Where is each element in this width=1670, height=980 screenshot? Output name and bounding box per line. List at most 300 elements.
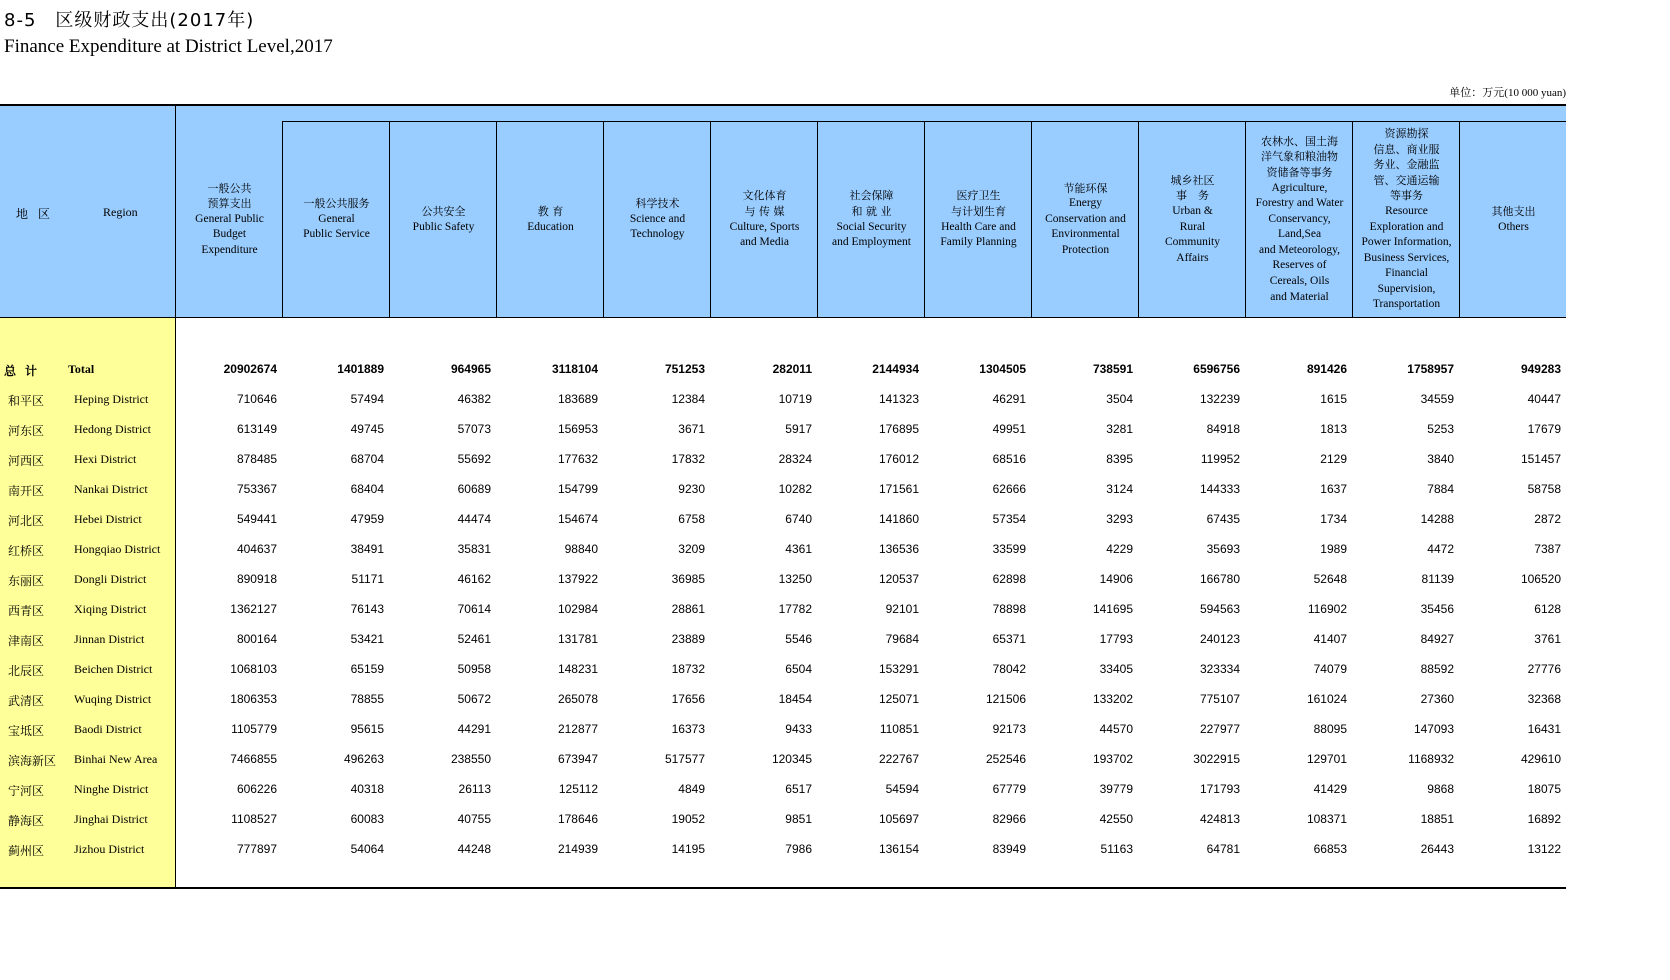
table-cell: 17793 <box>1099 632 1133 646</box>
table-cell: 105697 <box>878 812 919 826</box>
table-cell: 176012 <box>878 452 919 466</box>
table-cell: 68704 <box>350 452 384 466</box>
table-cell: 92173 <box>992 722 1026 736</box>
table-cell: 26443 <box>1420 842 1454 856</box>
table-cell: 10719 <box>778 392 812 406</box>
table-cell: 3761 <box>1534 632 1561 646</box>
table-cell: 147093 <box>1413 722 1454 736</box>
table-cell: 7884 <box>1427 482 1454 496</box>
table-cell: 141323 <box>878 392 919 406</box>
table-cell: 49951 <box>992 422 1026 436</box>
table-cell: 40755 <box>457 812 491 826</box>
table-cell: 132239 <box>1199 392 1240 406</box>
table-cell: 47959 <box>350 512 384 526</box>
region-name-cn: 西青区 <box>8 604 45 618</box>
table-cell: 125071 <box>878 692 919 706</box>
table-cell: 46162 <box>457 572 491 586</box>
table-cell: 6740 <box>785 512 812 526</box>
column-header <box>1032 122 1139 317</box>
column-header-cn: 文化体育 与 传 媒 <box>742 189 787 218</box>
region-name-en: Ninghe District <box>74 782 149 796</box>
table-cell: 153291 <box>878 662 919 676</box>
table-cell: 64781 <box>1206 842 1240 856</box>
table-cell: 594563 <box>1199 602 1240 616</box>
table-cell: 44291 <box>457 722 491 736</box>
table-cell: 1108527 <box>231 812 277 826</box>
region-header-en: Region <box>103 205 138 219</box>
column-header-cn: 医疗卫生 与计划生育 <box>950 189 1006 218</box>
table-cell: 50672 <box>457 692 491 706</box>
table-cell: 7466855 <box>230 752 277 766</box>
table-cell: 141860 <box>878 512 919 526</box>
table-cell: 214939 <box>557 842 598 856</box>
table-cell: 800164 <box>236 632 277 646</box>
table-cell: 17832 <box>671 452 705 466</box>
column-header-cn: 公共安全 <box>421 204 466 218</box>
column-header <box>1246 122 1353 317</box>
table-cell: 68404 <box>350 482 384 496</box>
table-cell: 16892 <box>1527 812 1561 826</box>
table-cell: 238550 <box>450 752 491 766</box>
table-cell: 3840 <box>1427 452 1454 466</box>
table-cell: 78042 <box>992 662 1026 676</box>
table-cell: 79684 <box>885 632 919 646</box>
table-cell: 2129 <box>1320 452 1347 466</box>
table-cell: 5546 <box>785 632 812 646</box>
table-cell: 1758957 <box>1407 362 1454 376</box>
table-cell: 28324 <box>778 452 812 466</box>
table-cell: 76143 <box>350 602 384 616</box>
table-cell: 3281 <box>1106 422 1133 436</box>
table-cell: 33405 <box>1099 662 1133 676</box>
table-cell: 84927 <box>1420 632 1454 646</box>
column-header-cn: 一般公共 预算支出 <box>207 181 252 211</box>
region-name-en: Hongqiao District <box>74 542 161 556</box>
table-cell: 4472 <box>1427 542 1454 556</box>
table-cell: 65159 <box>350 662 384 676</box>
table-cell: 57073 <box>457 422 491 436</box>
table-cell: 227977 <box>1199 722 1240 736</box>
table-cell: 62666 <box>992 482 1026 496</box>
region-name-en: Binhai New Area <box>74 752 158 766</box>
table-cell: 137922 <box>557 572 598 586</box>
table-cell: 10282 <box>778 482 812 496</box>
region-name-cn: 河东区 <box>8 424 45 438</box>
table-cell: 9851 <box>785 812 812 826</box>
table-cell: 66853 <box>1313 842 1347 856</box>
table-cell: 148231 <box>557 662 598 676</box>
table-cell: 60083 <box>350 812 384 826</box>
column-header-en: Agriculture, Forestry and Water Conservancy, Land,Sea and Meteorology, Reserves of Cereals, Oils and Material <box>1255 181 1344 303</box>
table-cell: 119952 <box>1200 452 1240 466</box>
region-name-en: Beichen District <box>74 662 153 676</box>
table-cell: 88592 <box>1420 662 1454 676</box>
table-cell: 125112 <box>558 782 598 796</box>
table-cell: 1068103 <box>230 662 277 676</box>
table-cell: 154799 <box>557 482 598 496</box>
column-header-en: Science and Technology <box>629 212 686 241</box>
table-cell: 156953 <box>557 422 598 436</box>
table-cell: 19052 <box>671 812 705 826</box>
table-cell: 120345 <box>771 752 812 766</box>
column-header-en: Resource Exploration and Power Information, Business Services, Financial Supervision, Transportation <box>1361 204 1452 311</box>
table-cell: 35456 <box>1420 602 1454 616</box>
table-cell: 23889 <box>671 632 705 646</box>
table-cell: 212877 <box>557 722 598 736</box>
table-row <box>0 415 1566 445</box>
table-cell: 27360 <box>1420 692 1454 706</box>
table-cell: 110851 <box>879 722 919 736</box>
table-row <box>0 685 1566 715</box>
table-cell: 18075 <box>1527 782 1561 796</box>
table-row <box>0 535 1566 565</box>
table-row <box>0 385 1566 415</box>
region-name-en: Baodi District <box>74 722 142 736</box>
table-cell: 102984 <box>557 602 598 616</box>
table-cell: 4229 <box>1106 542 1133 556</box>
column-header <box>390 122 497 317</box>
column-header-cn: 社会保障 和 就 业 <box>849 189 894 218</box>
table-cell: 9433 <box>785 722 812 736</box>
region-name-en: Jinnan District <box>74 632 145 646</box>
region-name-cn: 东丽区 <box>8 574 45 588</box>
table-row <box>0 745 1566 775</box>
table-cell: 78898 <box>992 602 1026 616</box>
region-name-cn: 蓟州区 <box>8 844 45 858</box>
table-bottom-rule <box>0 887 1566 889</box>
table-cell: 177632 <box>557 452 598 466</box>
table-cell: 50958 <box>457 662 491 676</box>
table-cell: 88095 <box>1313 722 1347 736</box>
table-cell: 41407 <box>1313 632 1347 646</box>
table-cell: 549441 <box>236 512 277 526</box>
table-cell: 42550 <box>1099 812 1133 826</box>
table-cell: 193702 <box>1092 752 1133 766</box>
region-name-cn: 红桥区 <box>8 544 45 558</box>
table-cell: 16431 <box>1527 722 1561 736</box>
table-cell: 52648 <box>1313 572 1347 586</box>
region-name-en: Hebei District <box>74 512 142 526</box>
table-cell: 1304505 <box>979 362 1026 376</box>
column-header-en: Education <box>527 220 574 233</box>
unit-label-cn: 单位：万元 <box>1449 86 1505 99</box>
table-cell: 14195 <box>671 842 705 856</box>
table-cell: 27776 <box>1527 662 1561 676</box>
table-cell: 753367 <box>236 482 277 496</box>
table-cell: 6517 <box>785 782 812 796</box>
table-cell: 38491 <box>350 542 384 556</box>
table-cell: 891426 <box>1306 362 1347 376</box>
table-cell: 121506 <box>985 692 1026 706</box>
table-cell: 129701 <box>1306 752 1347 766</box>
table-cell: 6758 <box>678 512 705 526</box>
table-cell: 53421 <box>350 632 384 646</box>
table-cell: 136154 <box>878 842 919 856</box>
table-cell: 136536 <box>878 542 919 556</box>
region-header-cn: 地区 <box>16 207 61 221</box>
column-header-cn: 科学技术 <box>635 197 680 211</box>
table-cell: 171561 <box>878 482 919 496</box>
table-cell: 13250 <box>778 572 812 586</box>
table-cell: 3118104 <box>551 362 598 376</box>
table-cell: 1615 <box>1320 392 1347 406</box>
table-cell: 54064 <box>350 842 384 856</box>
table-cell: 84918 <box>1206 422 1240 436</box>
region-name-cn: 河北区 <box>8 514 45 528</box>
table-cell: 60689 <box>457 482 491 496</box>
table-cell: 9868 <box>1427 782 1454 796</box>
table-cell: 240123 <box>1199 632 1240 646</box>
table-cell: 78855 <box>350 692 384 706</box>
table-cell: 751253 <box>664 362 705 376</box>
table-cell: 775107 <box>1199 692 1240 706</box>
region-name-en: Nankai District <box>74 482 148 496</box>
table-cell: 58758 <box>1527 482 1561 496</box>
table-cell: 949283 <box>1520 362 1561 376</box>
column-header <box>176 122 283 317</box>
table-cell: 17782 <box>778 602 812 616</box>
table-cell: 70614 <box>457 602 491 616</box>
region-name-cn: 南开区 <box>8 484 45 498</box>
table-cell: 18454 <box>778 692 812 706</box>
table-cell: 18732 <box>671 662 705 676</box>
unit-label <box>1449 84 1566 100</box>
table-cell: 46382 <box>457 392 491 406</box>
table-cell: 106520 <box>1520 572 1561 586</box>
column-header <box>1460 122 1567 317</box>
table-cell: 67435 <box>1206 512 1240 526</box>
table-row <box>0 505 1566 535</box>
table-cell: 1401889 <box>337 362 384 376</box>
table-cell: 1168932 <box>1408 752 1454 766</box>
table-cell: 68516 <box>992 452 1026 466</box>
table-cell: 81139 <box>1421 572 1454 586</box>
table-cell: 74079 <box>1313 662 1347 676</box>
table-cell: 1734 <box>1320 512 1347 526</box>
table-cell: 517577 <box>664 752 705 766</box>
column-header <box>711 122 818 317</box>
table-cell: 17679 <box>1527 422 1561 436</box>
table-cell: 40447 <box>1527 392 1561 406</box>
table-cell: 8395 <box>1106 452 1133 466</box>
table-cell: 1362127 <box>230 602 277 616</box>
table-cell: 6128 <box>1534 602 1561 616</box>
column-header <box>283 122 390 317</box>
table-row <box>0 655 1566 685</box>
table-cell: 141695 <box>1092 602 1133 616</box>
region-name-en: Hexi District <box>74 452 137 466</box>
table-cell: 7387 <box>1534 542 1561 556</box>
table-cell: 1637 <box>1320 482 1347 496</box>
table-cell: 161024 <box>1306 692 1347 706</box>
table-cell: 6504 <box>785 662 812 676</box>
table-cell: 131781 <box>557 632 598 646</box>
table-cell: 282011 <box>772 362 812 376</box>
table-cell: 133202 <box>1092 692 1133 706</box>
region-name-en: Dongli District <box>74 572 147 586</box>
table-cell: 6596756 <box>1193 362 1240 376</box>
table-cell: 40318 <box>350 782 384 796</box>
region-name-cn: 静海区 <box>8 814 45 828</box>
table-row <box>0 775 1566 805</box>
table-cell: 3671 <box>678 422 705 436</box>
table-row <box>0 805 1566 835</box>
page-title-en: Finance Expenditure at District Level,2017 <box>4 36 333 57</box>
column-header-en: Others <box>1498 220 1529 233</box>
column-header-en: General Public Budget Expenditure <box>195 212 264 256</box>
region-name-en: Heping District <box>74 392 149 406</box>
table-cell: 606226 <box>236 782 277 796</box>
table-cell: 33599 <box>992 542 1026 556</box>
table-cell: 18851 <box>1420 812 1454 826</box>
table-cell: 26113 <box>458 782 491 796</box>
table-row-total <box>0 355 1566 385</box>
region-name-en: Xiqing District <box>74 602 147 616</box>
column-header-cn: 节能环保 <box>1063 181 1108 195</box>
table-cell: 3022915 <box>1193 752 1240 766</box>
table-cell: 44570 <box>1099 722 1133 736</box>
column-header-cn: 其他支出 <box>1491 204 1536 218</box>
table-cell: 1806353 <box>230 692 277 706</box>
table-cell: 39779 <box>1099 782 1133 796</box>
table-cell: 28861 <box>671 602 705 616</box>
table-cell: 14288 <box>1420 512 1454 526</box>
table-cell: 2144934 <box>872 362 919 376</box>
table-cell: 171793 <box>1199 782 1240 796</box>
table-cell: 62898 <box>992 572 1026 586</box>
table-cell: 5253 <box>1427 422 1454 436</box>
table-cell: 673947 <box>557 752 598 766</box>
table-cell: 710646 <box>236 392 277 406</box>
table-row <box>0 595 1566 625</box>
header-bottom-rule <box>0 317 1566 318</box>
table-cell: 151457 <box>1520 452 1561 466</box>
table-cell: 35693 <box>1206 542 1240 556</box>
column-header-cn: 城乡社区 事 务 <box>1170 173 1215 203</box>
region-name-cn: 宝坻区 <box>8 724 45 738</box>
table-cell: 51171 <box>351 572 384 586</box>
table-cell: 890918 <box>236 572 277 586</box>
page-title-cn: 8-5 区级财政支出(2017年) <box>4 10 255 31</box>
column-header-en: Social Security and Employment <box>832 220 911 249</box>
table-cell: 4361 <box>785 542 812 556</box>
table-cell: 183689 <box>557 392 598 406</box>
table-cell: 116902 <box>1307 602 1347 616</box>
table-cell: 178646 <box>557 812 598 826</box>
table-cell: 738591 <box>1092 362 1133 376</box>
region-name-cn: 总计 <box>4 364 47 378</box>
column-header-en: Health Care and Family Planning <box>940 220 1017 249</box>
table-row <box>0 475 1566 505</box>
table-cell: 13122 <box>1527 842 1561 856</box>
column-header-cn: 一般公共服务 <box>303 197 370 211</box>
table-cell: 424813 <box>1199 812 1240 826</box>
table-cell: 20902674 <box>223 362 277 376</box>
region-name-cn: 武清区 <box>8 694 45 708</box>
table-cell: 144333 <box>1199 482 1240 496</box>
table-cell: 34559 <box>1420 392 1454 406</box>
table-cell: 65371 <box>992 632 1026 646</box>
table-cell: 4849 <box>678 782 705 796</box>
table-cell: 3504 <box>1106 392 1133 406</box>
column-header <box>497 122 604 317</box>
table-cell: 35831 <box>457 542 491 556</box>
table-cell: 92101 <box>885 602 919 616</box>
table-cell: 12384 <box>671 392 705 406</box>
region-name-cn: 滨海新区 <box>8 754 57 768</box>
table-cell: 98840 <box>564 542 598 556</box>
table-cell: 36985 <box>671 572 705 586</box>
unit-label-en: (10 000 yuan) <box>1504 87 1566 99</box>
table-row <box>0 445 1566 475</box>
table-cell: 14906 <box>1099 572 1133 586</box>
table-cell: 54594 <box>885 782 919 796</box>
table-cell: 3209 <box>678 542 705 556</box>
column-header-en: Urban & Rural Community Affairs <box>1165 204 1220 264</box>
column-header <box>818 122 925 317</box>
table-cell: 404637 <box>236 542 277 556</box>
region-name-cn: 宁河区 <box>8 784 45 798</box>
table-cell: 1813 <box>1320 422 1347 436</box>
table-cell: 7986 <box>785 842 812 856</box>
table-cell: 55692 <box>457 452 491 466</box>
region-name-cn: 和平区 <box>8 394 45 408</box>
table-cell: 3124 <box>1106 482 1133 496</box>
table-cell: 95615 <box>350 722 384 736</box>
table-cell: 82966 <box>992 812 1026 826</box>
column-header-cn: 教 育 <box>537 204 564 218</box>
region-name-en: Jinghai District <box>74 812 148 826</box>
table-cell: 108371 <box>1306 812 1347 826</box>
table-row <box>0 565 1566 595</box>
table-cell: 323334 <box>1199 662 1240 676</box>
column-header-en: Public Safety <box>412 220 475 233</box>
table-cell: 120537 <box>878 572 919 586</box>
table-cell: 44248 <box>457 842 491 856</box>
column-header <box>1353 122 1460 317</box>
region-name-cn: 河西区 <box>8 454 45 468</box>
table-cell: 57354 <box>992 512 1026 526</box>
region-name-en: Wuqing District <box>74 692 152 706</box>
table-row <box>0 625 1566 655</box>
table-top-rule <box>0 104 1566 106</box>
table-cell: 67779 <box>992 782 1026 796</box>
column-header <box>925 122 1032 317</box>
table-cell: 17656 <box>671 692 705 706</box>
table-row <box>0 835 1566 865</box>
table-cell: 176895 <box>878 422 919 436</box>
table-cell: 52461 <box>457 632 491 646</box>
table-cell: 1989 <box>1320 542 1347 556</box>
table-cell: 83949 <box>992 842 1026 856</box>
table-cell: 154674 <box>557 512 598 526</box>
column-header <box>604 122 711 317</box>
table-cell: 252546 <box>985 752 1026 766</box>
table-cell: 3293 <box>1106 512 1133 526</box>
column-header-en: Energy Conservation and Environmental Protection <box>1045 197 1126 256</box>
table-cell: 166780 <box>1199 572 1240 586</box>
table-cell: 222767 <box>878 752 919 766</box>
table-cell: 44474 <box>457 512 491 526</box>
table-cell: 496263 <box>343 752 384 766</box>
table-row <box>0 715 1566 745</box>
column-header-en: General Public Service <box>303 212 370 241</box>
table-cell: 2872 <box>1534 512 1561 526</box>
table-cell: 57494 <box>350 392 384 406</box>
table-cell: 429610 <box>1520 752 1561 766</box>
region-name-en: Total <box>68 362 95 376</box>
table-cell: 1105779 <box>231 722 277 736</box>
